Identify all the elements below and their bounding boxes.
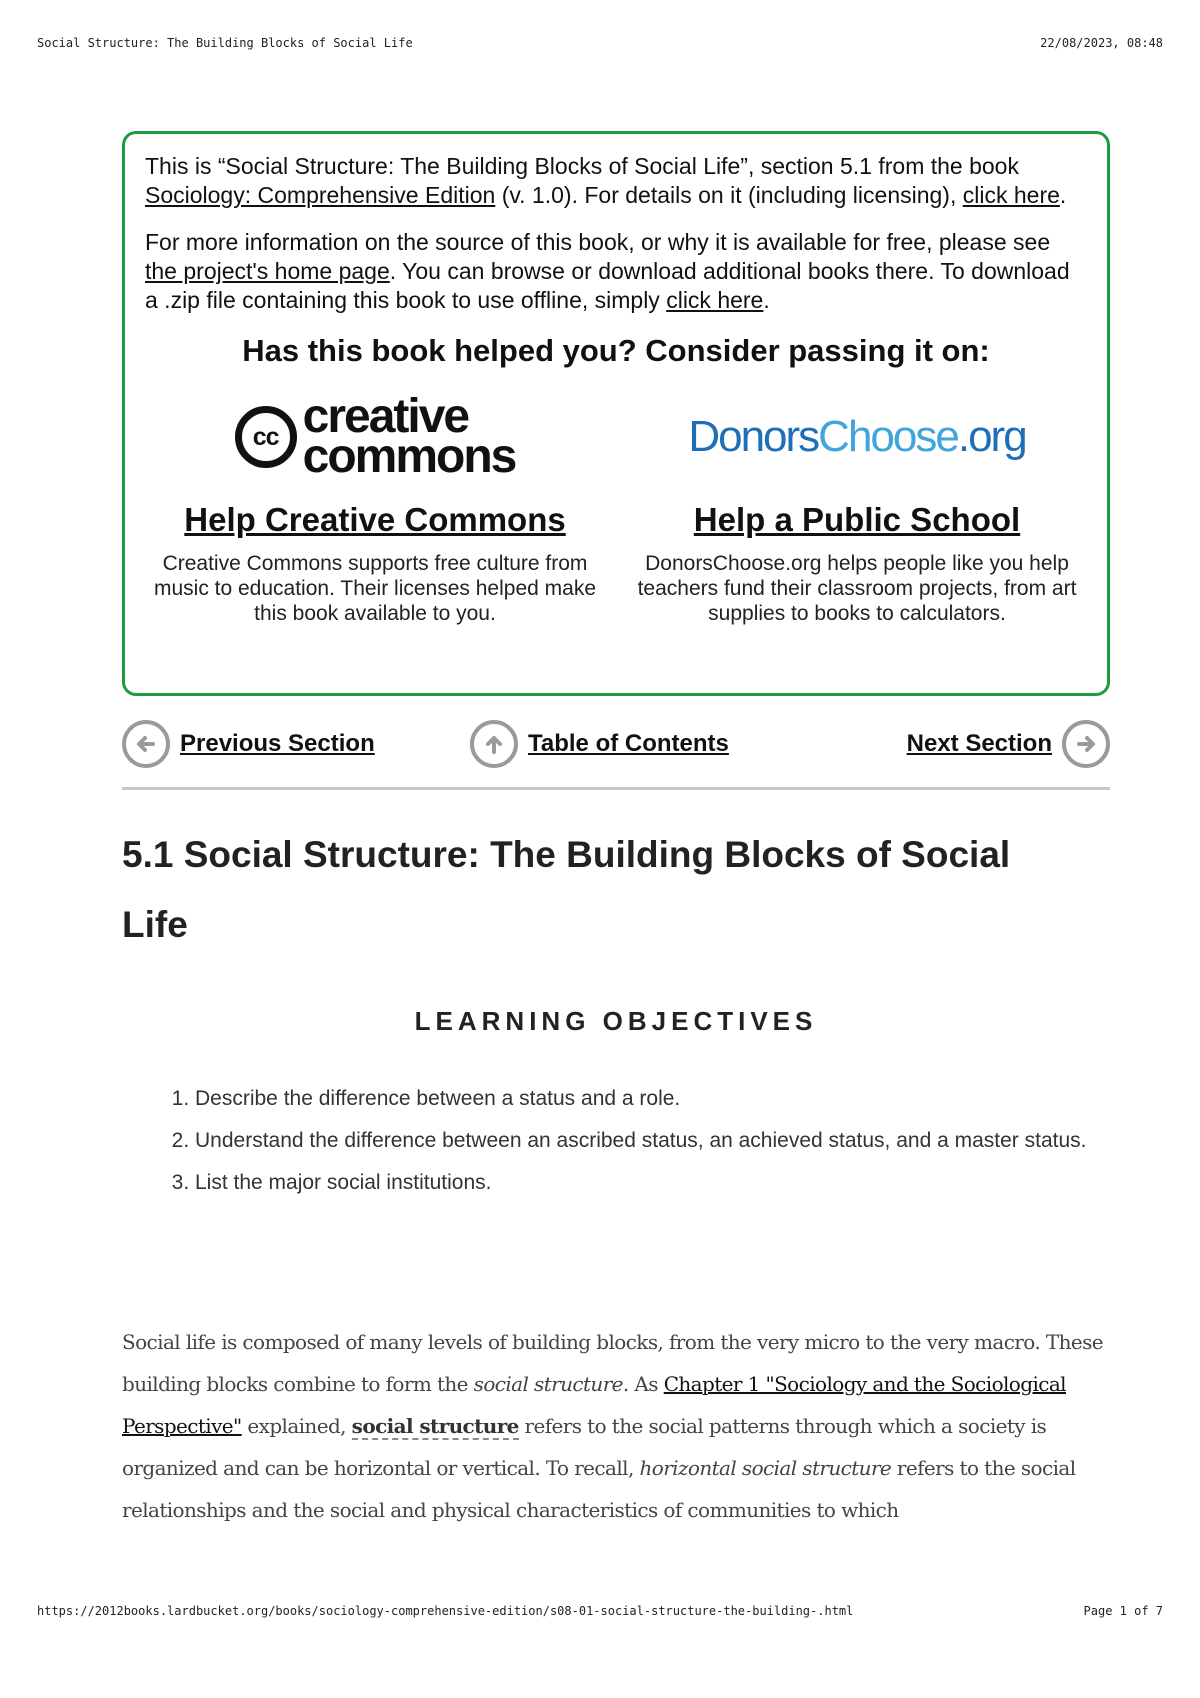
project-home-page-link[interactable]: the project's home page <box>145 258 390 284</box>
print-header-title: Social Structure: The Building Blocks of Social Life <box>37 36 413 50</box>
list-item: 1. Describe the difference between a status and a role. <box>195 1078 1095 1120</box>
notice-text: (v. 1.0). For details on it (including licensing), <box>495 182 963 208</box>
next-section-link[interactable]: Next Section <box>906 730 1052 757</box>
next-section-nav[interactable] <box>907 720 1110 768</box>
creative-commons-column <box>145 387 605 626</box>
notice-text: . <box>763 287 770 313</box>
help-creative-commons-link[interactable]: Help Creative Commons <box>184 501 566 538</box>
chapter-1-link[interactable]: Chapter 1 "Sociology and the Sociological Perspective" <box>122 1372 1066 1438</box>
notice-text: For more information on the source of this book, or why it is available for free, please see <box>145 229 1051 255</box>
download-zip-click-here-link[interactable]: click here <box>666 287 764 313</box>
body-text: explained, <box>241 1414 352 1438</box>
arrow-up-icon[interactable] <box>470 720 518 768</box>
body-text: refers to the social relationships and the social and physical characteristics of communities to which <box>122 1456 1076 1522</box>
section-navigation <box>122 720 1110 790</box>
list-item: 3. List the major social institutions. <box>195 1162 1095 1204</box>
cc-circle-icon: cc <box>235 406 297 468</box>
print-header <box>37 36 1163 50</box>
pass-it-on-heading: Has this book helped you? Consider passing it on: <box>242 333 990 368</box>
body-italic: social structure <box>473 1372 623 1396</box>
previous-section-nav[interactable] <box>122 720 375 768</box>
print-footer-page: Page 1 of 7 <box>1083 1604 1163 1618</box>
licensing-click-here-link[interactable]: click here <box>962 182 1060 208</box>
help-public-school-link[interactable]: Help a Public School <box>693 501 1021 538</box>
body-text: Social life is composed of many levels of building blocks, from the very micro to the very macro. These building blocks combine to form the <box>122 1330 1104 1396</box>
body-text: . As <box>622 1372 664 1396</box>
print-footer-url: https://2012books.lardbucket.org/books/sociology-comprehensive-edition/s08-01-social-structure-the-building-.html <box>37 1604 854 1618</box>
cc-wordmark-line-1: creative <box>302 390 469 443</box>
previous-section-link[interactable]: Previous Section <box>180 730 375 757</box>
book-link[interactable]: Sociology: Comprehensive Edition <box>145 182 496 208</box>
book-notice-box <box>122 131 1110 696</box>
donorschoose-column <box>627 387 1087 626</box>
cc-logo-mark <box>235 390 516 483</box>
arrow-right-icon[interactable] <box>1062 720 1110 768</box>
list-item: 2. Understand the difference between an ascribed status, an achieved status, and a master status. <box>195 1120 1095 1162</box>
arrow-left-icon[interactable] <box>122 720 170 768</box>
section-title: 5.1 Social Structure: The Building Blocks of Social Life <box>122 834 1011 945</box>
notice-paragraph-2 <box>145 228 1087 315</box>
table-of-contents-nav[interactable] <box>470 720 729 768</box>
body-text: refers to the social patterns through which a society is organized and can be horizontal or vertical. To recall, <box>122 1414 1047 1480</box>
print-footer <box>37 1604 1163 1618</box>
dc-wordmark-donors: Donors <box>688 412 819 461</box>
cc-wordmark <box>302 390 516 483</box>
donorschoose-logo[interactable] <box>627 387 1087 487</box>
dc-wordmark-choose: Choose <box>818 412 958 461</box>
body-italic: horizontal social structure <box>639 1456 892 1480</box>
creative-commons-description: Creative Commons supports free culture from music to education. Their licenses helped make this book available to you. <box>153 552 596 625</box>
learning-objectives-list <box>155 1078 1095 1204</box>
print-header-datetime: 22/08/2023, 08:48 <box>1040 36 1163 50</box>
notice-text: This is “Social Structure: The Building Blocks of Social Life”, section 5.1 from the book <box>145 153 1019 179</box>
notice-text: . You can browse or download additional books there. To download a .zip file containing this book to use offline, simply <box>145 258 1070 313</box>
glossary-term-social-structure[interactable]: social structure <box>351 1414 519 1438</box>
support-options <box>145 387 1087 626</box>
learning-objectives-heading: LEARNING OBJECTIVES <box>414 1006 818 1036</box>
donorschoose-description: DonorsChoose.org helps people like you help teachers fund their classroom projects, from art supplies to books to calculators. <box>637 552 1077 625</box>
table-of-contents-link[interactable]: Table of Contents <box>528 730 729 757</box>
dc-wordmark-org: .org <box>957 412 1026 461</box>
notice-text: . <box>1059 182 1067 208</box>
donorschoose-wordmark <box>688 412 1025 462</box>
body-paragraph <box>122 1321 1112 1531</box>
creative-commons-logo[interactable] <box>145 387 605 487</box>
cc-wordmark-line-2: commons <box>302 430 516 483</box>
notice-paragraph-1 <box>145 152 1087 210</box>
